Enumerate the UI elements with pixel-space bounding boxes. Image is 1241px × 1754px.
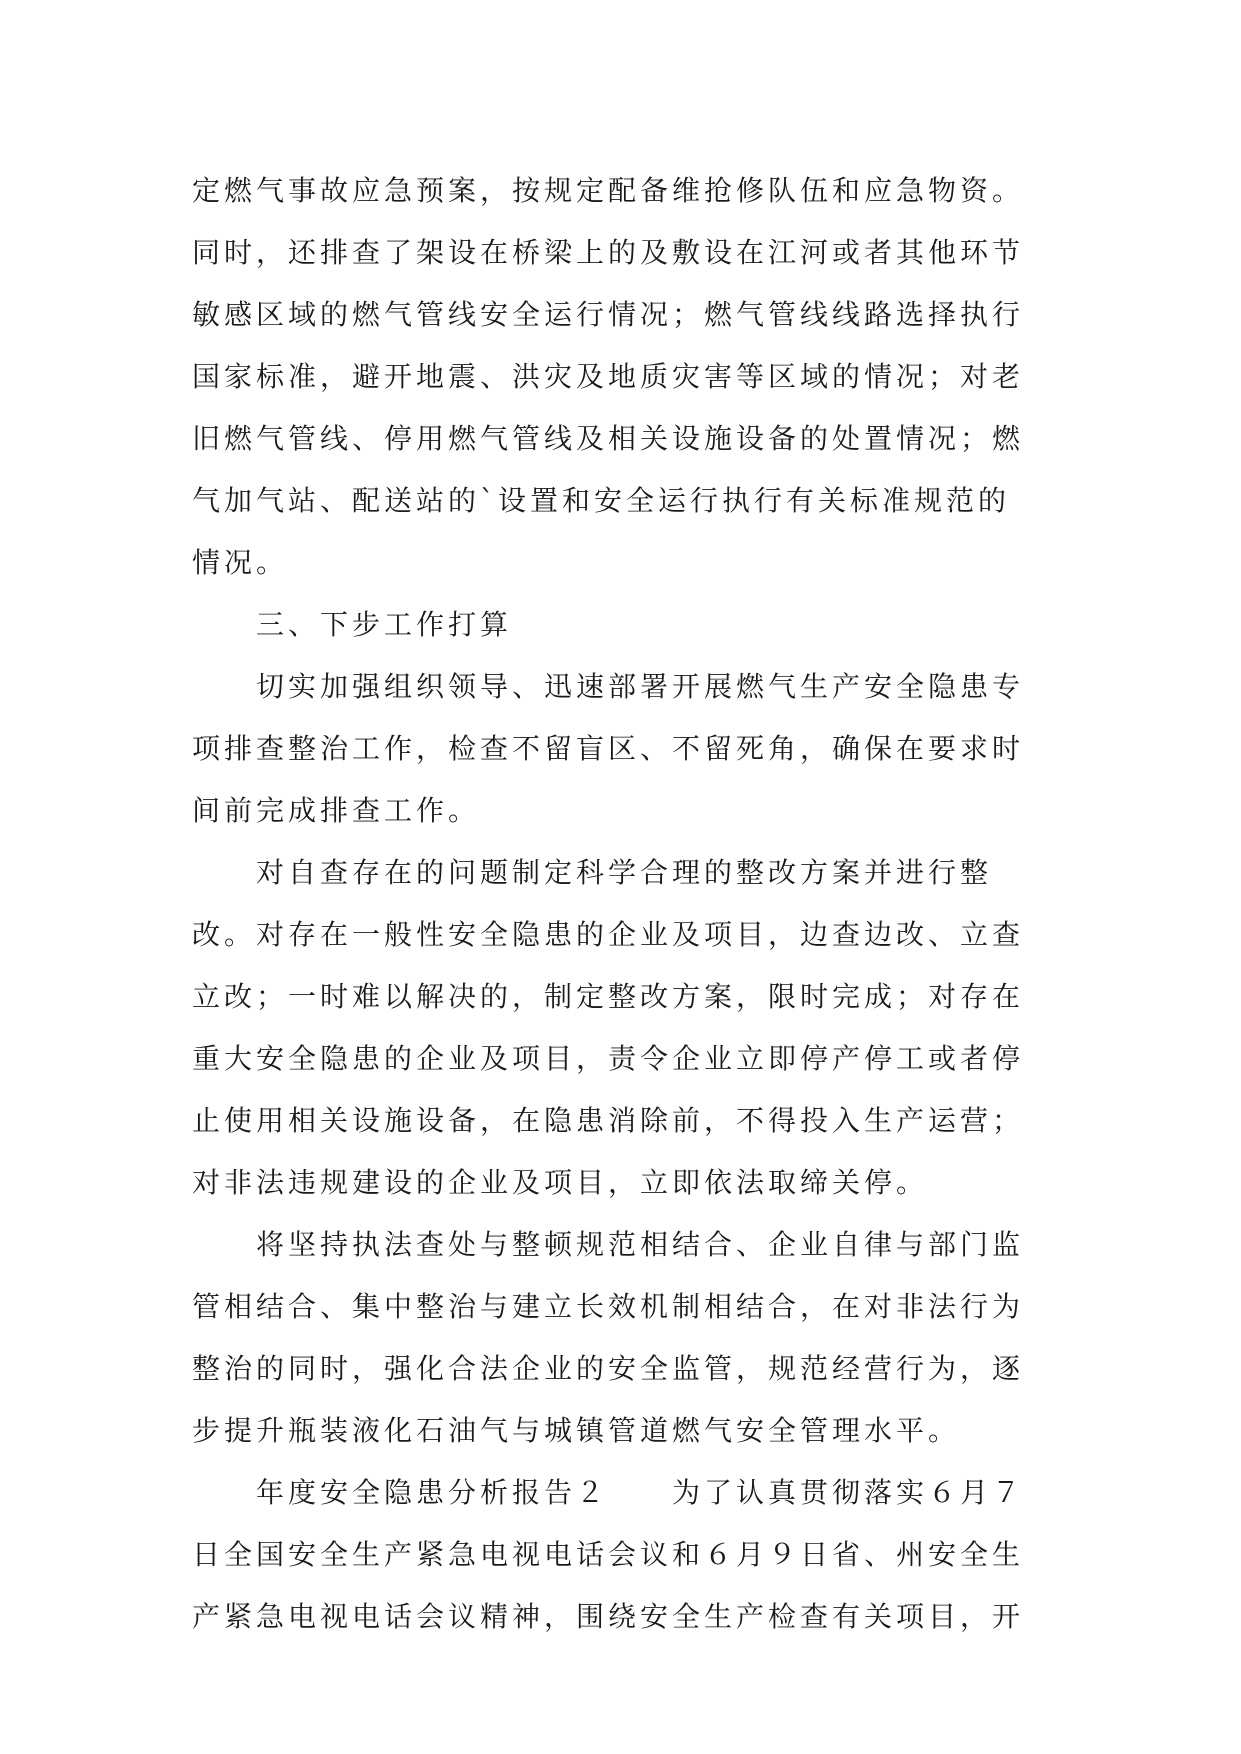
text-line: 敏感区域的燃气管线安全运行情况；燃气管线线路选择执行 [192, 298, 1025, 331]
text-line: 旧燃气管线、停用燃气管线及相关设施设备的处置情况；燃 [192, 422, 1025, 455]
text-line: 立改；一时难以解决的，制定整改方案，限时完成；对存在 [192, 980, 1025, 1013]
text-line: 年度安全隐患分析报告２ 为了认真贯彻落实６月７ [256, 1476, 1025, 1509]
text-line: 定燃气事故应急预案，按规定配备维抢修队伍和应急物资。 [192, 174, 1025, 207]
text-line: 将坚持执法查处与整顿规范相结合、企业自律与部门监 [256, 1228, 1025, 1261]
text-line: 改。对存在一般性安全隐患的企业及项目，边查边改、立查 [192, 918, 1025, 951]
text-line: 气加气站、配送站的`设置和安全运行执行有关标准规范的 [192, 484, 1011, 517]
text-line: 间前完成排查工作。 [192, 794, 481, 827]
text-line: 国家标准，避开地震、洪灾及地质灾害等区域的情况；对老 [192, 360, 1025, 393]
text-line: 切实加强组织领导、迅速部署开展燃气生产安全隐患专 [256, 670, 1025, 703]
text-line: 产紧急电视电话会议精神，围绕安全生产检查有关项目，开 [192, 1600, 1025, 1633]
text-line: 止使用相关设施设备，在隐患消除前，不得投入生产运营； [192, 1104, 1025, 1137]
text-line: 管相结合、集中整治与建立长效机制相结合，在对非法行为 [192, 1290, 1025, 1323]
text-line: 项排查整治工作，检查不留盲区、不留死角，确保在要求时 [192, 732, 1025, 765]
text-line: 重大安全隐患的企业及项目，责令企业立即停产停工或者停 [192, 1042, 1025, 1075]
section-heading: 三、下步工作打算 [256, 608, 513, 641]
text-line: 对非法违规建设的企业及项目，立即依法取缔关停。 [192, 1166, 929, 1199]
text-line: 日全国安全生产紧急电视电话会议和６月９日省、州安全生 [192, 1538, 1025, 1571]
text-line: 步提升瓶装液化石油气与城镇管道燃气安全管理水平。 [192, 1414, 961, 1447]
text-line: 同时，还排查了架设在桥梁上的及敷设在江河或者其他环节 [192, 236, 1025, 269]
text-line: 情况。 [192, 546, 289, 579]
document-body [192, 160, 1052, 1648]
text-line: 整治的同时，强化合法企业的安全监管，规范经营行为，逐 [192, 1352, 1025, 1385]
text-line: 对自查存在的问题制定科学合理的整改方案并进行整 [256, 856, 993, 889]
